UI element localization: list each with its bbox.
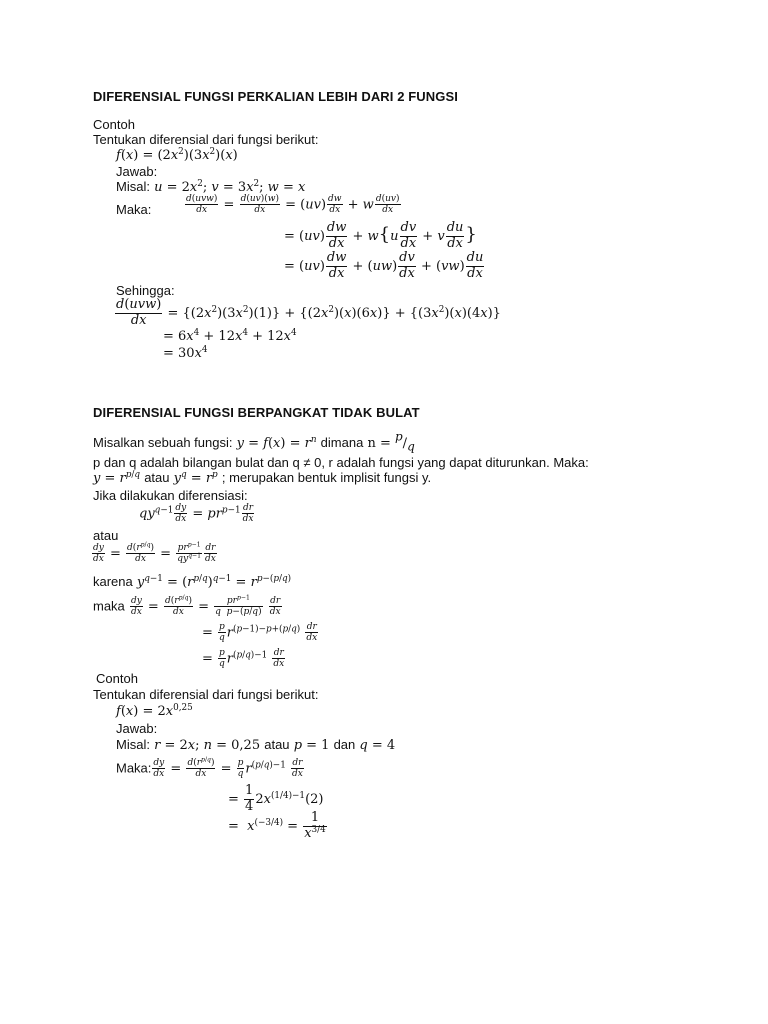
example-2-label: Contoh — [96, 671, 138, 686]
maka-text: maka — [93, 598, 125, 614]
maka-label: Maka: — [116, 202, 152, 217]
function-definition: $f(x) = (2x^2)(3x^2)(x)$ — [116, 147, 238, 163]
intro-text: Misalkan sebuah fungsi: — [93, 435, 233, 450]
atau-p-text: atau — [264, 737, 290, 752]
dimana-text: dimana — [320, 435, 364, 450]
misal-2-text: Misal: — [116, 737, 150, 752]
example-2-step-2: = $\frac{1}{4}$ $2x^{(1/4)-1}(2)$ — [228, 783, 324, 814]
maka-equation-3: = $\frac{p}{q}$ $r^{(p/q)-1}$ $\frac{dr}{dx}$ — [202, 648, 285, 670]
implicit-note: ; merupakan bentuk implisit fungsi y. — [221, 470, 432, 485]
atau-inline: atau — [144, 470, 170, 485]
misal-label: Misal: — [116, 179, 150, 194]
result-line-3: = $30x^4$ — [163, 345, 208, 361]
example-label: Contoh — [93, 117, 135, 132]
section-1-heading: DIFERENSIAL FUNGSI PERKALIAN LEBIH DARI 2 FUNGSI — [93, 89, 458, 104]
maka-2-text: Maka: — [116, 760, 152, 776]
karena-line: karena $y^{q-1} = (r^{p/q})^{q-1} = r^{p-(p/q)}$ — [93, 574, 292, 590]
result-line-1: $\frac{\text{d(uvw)}}{dx}$ = $\{(2x^2)(3x^2)(1)\} + \{(2x^2)(x)(6x)\} + \{(3x^2)(x)(4x)\}$ — [116, 297, 501, 328]
dan-q-text: dan — [333, 737, 356, 752]
derivation-step-2: = (uv) $\frac{dw}{dx}$ + w{u $\frac{dv}{dx}$ + v $\frac{du}{dx}$ } — [284, 220, 477, 251]
result-line-2: = $6x^4 + 12x^4 + 12x^4$ — [163, 328, 297, 344]
implicit-line: $y = r^{p/q}$ atau $y^q = r^p$ ; merupakan bentuk implisit fungsi y. — [93, 470, 432, 486]
differentiation-equation: $qy^{q-1}$ $\frac{dy}{dx}$ = $pr^{p-1}$ $\frac{dr}{dx}$ — [139, 503, 254, 525]
maka-equation-2: = $\frac{p}{q}$ $r^{(p-1)-p+(p/q)}$ $\frac{dr}{dx}$ — [202, 622, 318, 644]
example-2-substitution: Misal: r = 2x; n = 0,25 atau p = 1 dan q = 4 — [116, 737, 396, 753]
intro-line: Misalkan sebuah fungsi: $y = f(x) = r^n$ dimana $n = ^p/_q$ — [93, 429, 415, 454]
substitution-line: Misal: $u = 2x^2$; $v = 3x^2$; w = x — [116, 179, 306, 195]
atau-label: atau — [93, 528, 119, 543]
condition-line: p dan q adalah bilangan bulat dan q ≠ 0, r adalah fungsi yang dapat diturunkan. Maka: — [93, 455, 589, 470]
jika-line: Jika dilakukan diferensiasi: — [93, 488, 248, 503]
section-2-heading: DIFERENSIAL FUNGSI BERPANGKAT TIDAK BULAT — [93, 405, 420, 420]
derivation-step-3: = (uv) $\frac{dw}{dx}$ + (uw) $\frac{dv}{dx}$ + (vw) $\frac{du}{dx}$ — [284, 250, 484, 281]
answer-label: Jawab: — [116, 164, 158, 179]
sehingga-label: Sehingga: — [116, 283, 175, 298]
karena-text: karena — [93, 574, 133, 589]
example-2-instruction: Tentukan diferensial dari fungsi berikut: — [93, 687, 319, 702]
example-2-function: $f(x) = 2x^{0,25}$ — [116, 703, 193, 719]
example-2-step-3: = $x^{(-3/4)}$ = $\frac{1}{x^{3/4}}$ — [228, 810, 326, 841]
example-2-answer-label: Jawab: — [116, 721, 158, 736]
maka-equation-1: maka $\frac{dy}{dx}$ = $\frac{d(r^{p/q})}{dx}$ = $\frac{pr^{p-1}}{\text{q p−(p/q)}}$ $\frac{dr}{dx}$ — [93, 594, 281, 618]
example-2-step-1: Maka: $\frac{dy}{dx}$ = $\frac{d(r^{p/q})}{dx}$ = $\frac{p}{q}$ $r^{(p/q)-1}$ $\frac{dr}{dx}$ — [116, 756, 303, 780]
derivation-step-1: $\frac{\text{d(uvw)}}{dx}$ = $\frac{d(uv)(w)}{dx}$ = (uv) $\frac{dw}{dx}$ + w $\frac{d(uv)}{dx}$ — [186, 194, 400, 216]
dy-dx-equation: $\frac{dy}{dx}$ = $\frac{d(r^{p/q})}{dx}$ = $\frac{pr^{p-1}}{qy^{q-1}}$ $\frac{dr}{dx}$ — [93, 541, 216, 565]
example-instruction: Tentukan diferensial dari fungsi berikut: — [93, 132, 319, 147]
